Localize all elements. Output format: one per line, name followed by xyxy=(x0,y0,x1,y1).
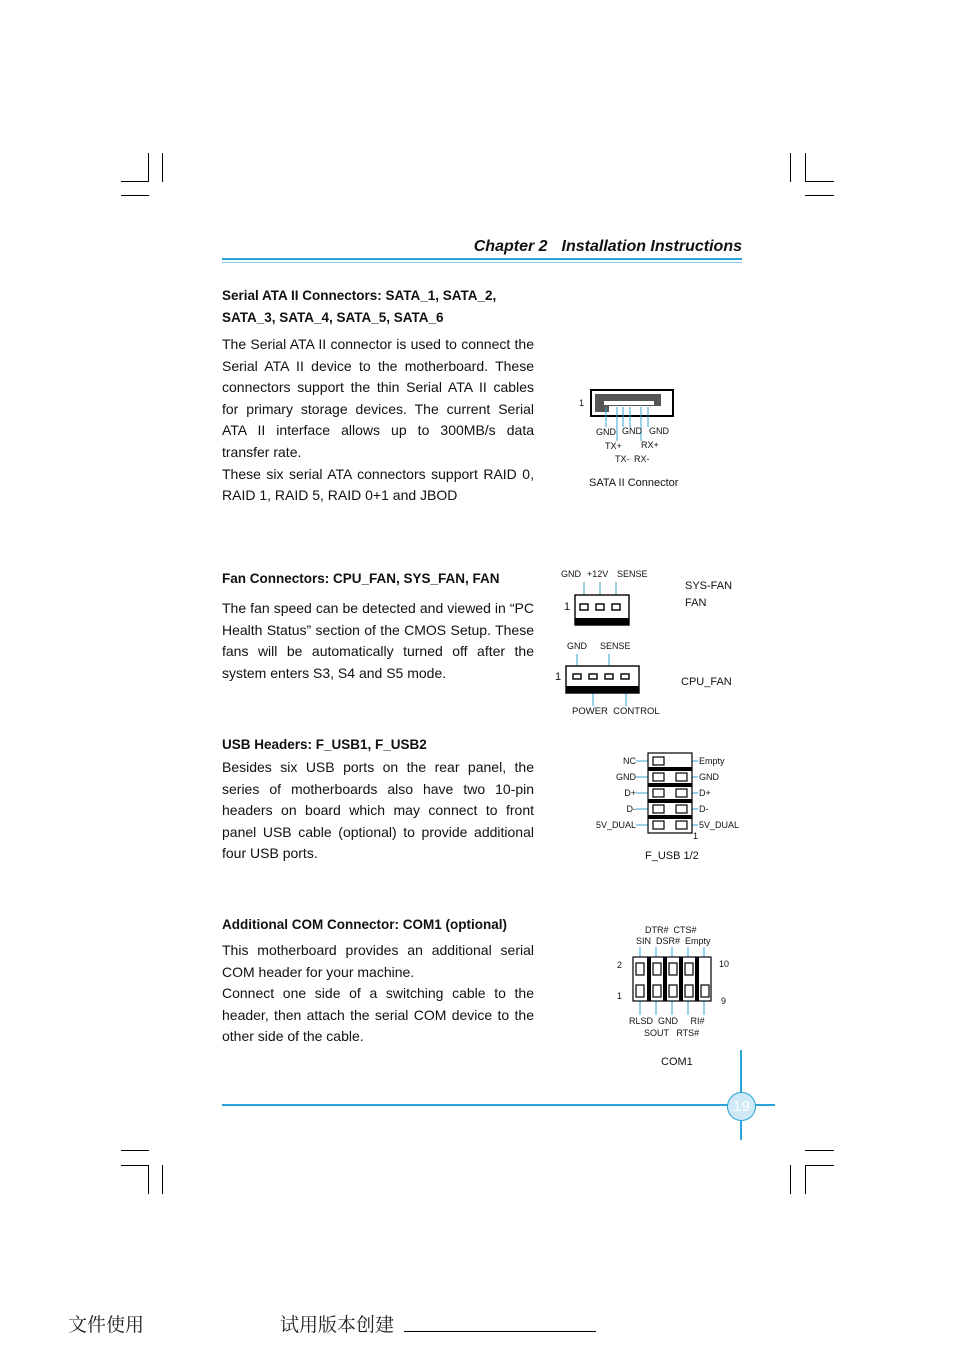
sysfan-pin1-label: 1 xyxy=(564,601,571,613)
com-para-1: This motherboard provides an additional serial COM header for your machine. xyxy=(222,942,534,980)
sata-pin1-label: 1 xyxy=(579,398,585,408)
fan-description xyxy=(222,598,534,684)
usb-pin-label-right: 5V_DUAL xyxy=(699,820,740,830)
sata-description xyxy=(222,334,534,507)
header-rule xyxy=(222,258,742,260)
usb-pin-label-left: 5V_DUAL xyxy=(595,820,636,830)
usb-pin-label-right: GND xyxy=(699,772,719,782)
usb-pin-label-left: GND xyxy=(616,772,636,782)
com-header-diagram xyxy=(628,945,718,1025)
page-number: 19 xyxy=(727,1092,756,1121)
cpufan-pin1-label: 1 xyxy=(555,671,562,683)
sata-txm-label: TX- xyxy=(615,454,630,464)
com-section-title: Additional COM Connector: COM1 (optional) xyxy=(222,917,507,932)
usb-section-title: USB Headers: F_USB1, F_USB2 xyxy=(222,737,427,752)
sata-para-2: These six serial ATA connectors support RAID 0, RAID 1, RAID 5, RAID 0+1 and JBOD xyxy=(222,465,534,504)
crop-mark xyxy=(162,153,163,182)
com-bottom-labels-1: RLSD GND RI# xyxy=(629,1016,705,1026)
crop-mark xyxy=(805,153,806,182)
sata-gnd-label: GND xyxy=(622,426,642,436)
usb-pin-label-right: Empty xyxy=(699,756,725,766)
com-pin1-label: 1 xyxy=(617,991,623,1001)
cpufan-label: CPU_FAN xyxy=(681,676,732,688)
crop-mark xyxy=(805,1150,834,1151)
crop-mark xyxy=(805,181,834,182)
crop-mark xyxy=(790,1165,791,1194)
sysfan-label: SYS-FAN xyxy=(685,580,733,592)
crop-mark xyxy=(805,195,834,196)
sata-rxp-label: RX+ xyxy=(641,440,659,450)
crop-mark xyxy=(805,1165,834,1166)
sysfan-gnd-label: GND xyxy=(561,569,581,579)
footer-text-right: 试用版本创建 xyxy=(280,1314,395,1336)
com-caption: COM1 xyxy=(661,1056,693,1068)
sata-gnd-label: GND xyxy=(596,427,616,437)
sata-txp-label: TX+ xyxy=(605,441,622,451)
com-para-2: Connect one side of a switching cable to the header, then attach the serial COM device to the other side of the cable. xyxy=(222,985,534,1045)
usb-description xyxy=(222,757,534,865)
sata-caption: SATA II Connector xyxy=(589,477,679,489)
sata-section-title: Serial ATA II Connectors: SATA_1, SATA_2, SATA_3, SATA_4, SATA_5, SATA_6 xyxy=(222,288,497,325)
usb-pin-label-right: D+ xyxy=(699,788,711,798)
sysfan-sense-label: SENSE xyxy=(617,569,648,579)
header-rule-thin xyxy=(222,262,742,263)
usb-pin-label-left: NC xyxy=(623,756,636,766)
crop-mark xyxy=(148,1165,149,1194)
usb-pin1-label: 1 xyxy=(693,831,699,841)
sysfan-12v-label: +12V xyxy=(587,569,609,579)
com-top-labels-2: SIN DSR# Empty xyxy=(636,936,711,946)
cpufan-power-control-label: POWER CONTROL xyxy=(572,706,660,717)
usb-pin-label-left: D- xyxy=(626,804,636,814)
crop-mark xyxy=(805,1165,806,1194)
chapter-label: Chapter 2 xyxy=(473,238,548,255)
com-pin9-label: 9 xyxy=(721,996,727,1006)
crop-mark xyxy=(121,181,149,182)
sata-rxm-label: RX- xyxy=(634,454,650,464)
usb-caption: F_USB 1/2 xyxy=(645,850,699,862)
com-pin10-label: 10 xyxy=(719,959,730,969)
fan-para: The fan speed can be detected and viewed in “PC Health Status” section of the CMOS Setup. These fans will be automatically turned off after the system enters S3, S4 and S5 mode. xyxy=(222,600,534,681)
usb-pin-label-right: D- xyxy=(699,804,709,814)
sata-connector-diagram xyxy=(575,385,695,465)
sata-gnd-label: GND xyxy=(649,426,669,436)
cpufan-sense-label: SENSE xyxy=(600,641,631,651)
sysfan-header-diagram xyxy=(570,578,640,628)
footer-underline xyxy=(404,1331,596,1332)
crop-mark xyxy=(121,1165,149,1166)
crop-mark xyxy=(121,1150,149,1151)
page-header xyxy=(222,238,742,256)
cpufan-header-diagram xyxy=(560,650,650,710)
crop-mark xyxy=(121,195,149,196)
usb-header-diagram xyxy=(630,750,710,840)
usb-pin-label-left: D+ xyxy=(624,788,636,798)
chapter-title: Installation Instructions xyxy=(561,238,742,255)
com-bottom-labels-2: SOUT RTS# xyxy=(644,1028,700,1038)
crop-mark xyxy=(162,1165,163,1194)
com-description xyxy=(222,940,534,1048)
crop-mark xyxy=(148,153,149,182)
fan-label: FAN xyxy=(685,597,707,609)
com-pin2-label: 2 xyxy=(617,960,623,970)
footer-text-left: 文件使用 xyxy=(68,1314,145,1336)
fan-section-title: Fan Connectors: CPU_FAN, SYS_FAN, FAN xyxy=(222,571,500,586)
cpufan-gnd-label: GND xyxy=(567,641,587,651)
crop-mark xyxy=(790,153,791,182)
sata-para-1: The Serial ATA II connector is used to connect the Serial ATA II device to the motherboard. These connectors support the thin Serial ATA II cables for primary storage devices. The current Serial ATA II interface allows up to 300MB/s data transfer rate. xyxy=(222,336,534,460)
footer-rule xyxy=(222,1104,775,1106)
com-top-labels-1: DTR# CTS# xyxy=(645,925,697,935)
usb-para: Besides six USB ports on the rear panel, the series of motherboards also have two 10-pin headers on board which may connect to front panel USB cable (optional) to provide additional four USB ports. xyxy=(222,759,534,862)
